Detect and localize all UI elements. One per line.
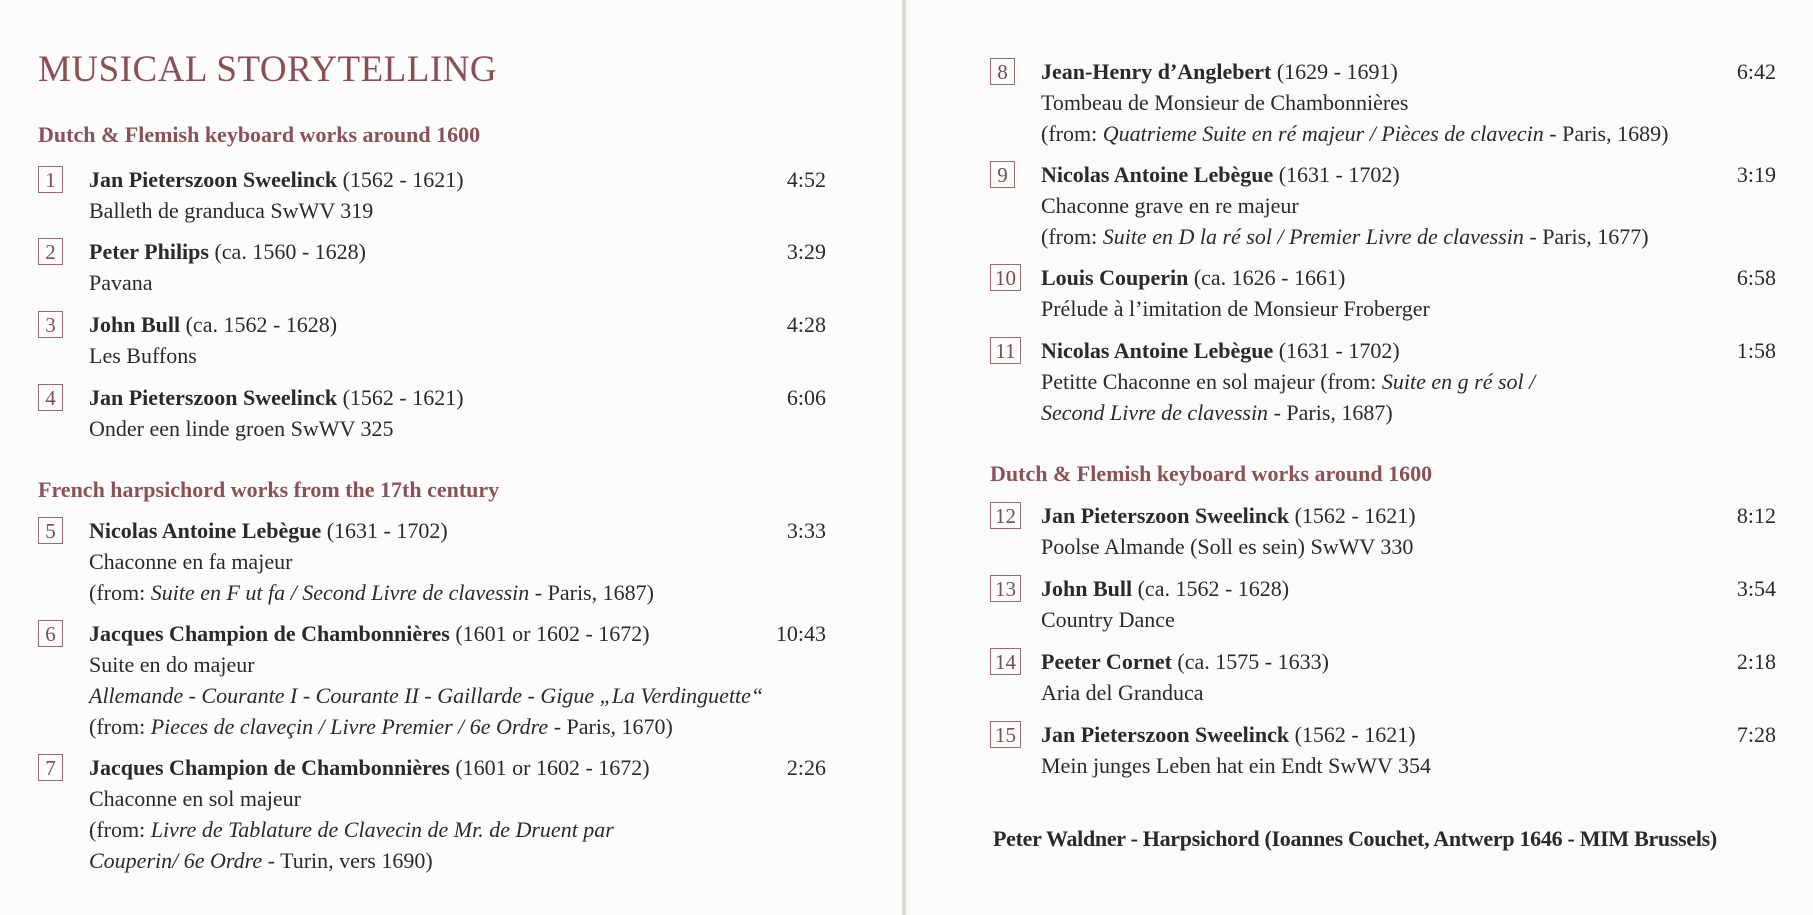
track-number: 6: [38, 620, 63, 647]
composer-name: Jan Pieterszoon Sweelinck: [1041, 503, 1290, 528]
composer-dates: (1562 - 1621): [1289, 722, 1416, 747]
section-heading-french: French harpsichord works from the 17th century: [38, 477, 500, 502]
composer-dates: (1562 - 1621): [337, 385, 464, 410]
source-suffix: - Paris, 1670): [548, 714, 673, 739]
movement-list: Allemande - Courante I - Courante II - Gaillarde - Gigue „La Verdinguette“: [89, 683, 764, 708]
track-number: 4: [38, 384, 63, 411]
work-title: Chaconne en sol majeur: [89, 786, 301, 811]
source-prefix: (from:: [1041, 121, 1103, 146]
composer-name: John Bull: [89, 312, 181, 337]
composer-dates: (1601 or 1602 - 1672): [449, 755, 650, 780]
composer-name: Jacques Champion de Chambonnières: [89, 621, 450, 646]
track-number: 9: [990, 161, 1015, 188]
source-suffix: - Paris, 1687): [1268, 400, 1393, 425]
work-title: Poolse Almande (Soll es sein) SwWV 330: [1041, 534, 1414, 559]
source-title: Suite en D la ré sol / Premier Livre de clavessin: [1102, 224, 1524, 249]
track-duration: 1:58: [1736, 338, 1776, 363]
work-title: Tombeau de Monsieur de Chambonnières: [1041, 90, 1409, 115]
track-duration: 3:54: [1736, 576, 1776, 601]
track-number: 12: [990, 502, 1021, 529]
source-suffix: - Paris, 1687): [529, 580, 654, 605]
track-duration: 6:42: [1736, 59, 1776, 84]
work-title: Balleth de granduca SwWV 319: [89, 198, 374, 223]
track-number: 2: [38, 238, 63, 265]
source-prefix: (from:: [89, 580, 151, 605]
track-number: 3: [38, 311, 63, 338]
section-heading-dutch-flemish-2: Dutch & Flemish keyboard works around 1600: [990, 461, 1433, 486]
track-duration: 3:33: [786, 518, 826, 543]
track-duration: 6:06: [786, 385, 826, 410]
work-title: Suite en do majeur: [89, 652, 255, 677]
composer-name: Nicolas Antoine Lebègue: [1041, 162, 1274, 187]
track-number: 14: [990, 648, 1021, 675]
work-title: Country Dance: [1041, 607, 1175, 632]
work-title: Les Buffons: [89, 343, 197, 368]
work-source: [1041, 118, 1668, 149]
track-duration: 3:29: [786, 239, 826, 264]
work-title: Chaconne grave en re majeur: [1041, 193, 1299, 218]
work-source: [89, 577, 654, 608]
composer-dates: (1631 - 1702): [1273, 338, 1400, 363]
source-prefix: (from:: [1041, 224, 1103, 249]
composer-dates: (1601 or 1602 - 1672): [449, 621, 650, 646]
track-duration: 2:18: [1736, 649, 1776, 674]
track-number: 13: [990, 575, 1021, 602]
source-suffix: - Paris, 1677): [1523, 224, 1649, 249]
composer-dates: (1562 - 1621): [337, 167, 464, 192]
composer-name: Jean-Henry d’Anglebert: [1041, 59, 1272, 84]
composer-dates: (ca. 1562 - 1628): [1132, 576, 1290, 601]
source-prefix: (from:: [89, 714, 151, 739]
source-suffix: - Paris, 1689): [1543, 121, 1669, 146]
composer-dates: (1631 - 1702): [1273, 162, 1400, 187]
composer-name: Jan Pieterszoon Sweelinck: [1041, 722, 1290, 747]
composer-name: Peeter Cornet: [1041, 649, 1172, 674]
track-number: 11: [990, 337, 1021, 364]
composer-name: Jacques Champion de Chambonnières: [89, 755, 450, 780]
track-duration: 8:12: [1736, 503, 1776, 528]
composer-dates: (1631 - 1702): [321, 518, 448, 543]
work-title: Aria del Granduca: [1041, 680, 1204, 705]
source-title-cont: Couperin/ 6e Ordre: [89, 848, 263, 873]
track-number: 15: [990, 721, 1021, 748]
composer-dates: (ca. 1575 - 1633): [1171, 649, 1329, 674]
track-number: 8: [990, 58, 1015, 85]
source-title: Pieces de claveçin / Livre Premier / 6e Ordre: [150, 714, 549, 739]
performer-credit: Peter Waldner - Harpsichord (Ioannes Couchet, Antwerp 1646 - MIM Brussels): [993, 826, 1717, 851]
track-duration: 7:28: [1736, 722, 1776, 747]
composer-dates: (ca. 1560 - 1628): [208, 239, 366, 264]
composer-dates: (ca. 1562 - 1628): [180, 312, 338, 337]
section-heading-dutch-flemish: Dutch & Flemish keyboard works around 1600: [38, 122, 481, 147]
track-number: 10: [990, 264, 1021, 291]
source-title: Quatrieme Suite en ré majeur / Pièces de clavecin: [1102, 121, 1544, 146]
composer-dates: (ca. 1626 - 1661): [1188, 265, 1346, 290]
work-source: [1041, 221, 1649, 252]
work-source: [89, 711, 763, 742]
track-duration: 2:26: [786, 755, 826, 780]
work-title: Chaconne en fa majeur: [89, 549, 293, 574]
source-title: Suite en g ré sol /: [1381, 369, 1536, 394]
composer-name: Louis Couperin: [1041, 265, 1189, 290]
work-title: Mein junges Leben hat ein Endt SwWV 354: [1041, 753, 1432, 778]
work-source-cont: [89, 845, 650, 876]
source-suffix: - Turin, vers 1690): [262, 848, 433, 873]
composer-name: Jan Pieterszoon Sweelinck: [89, 385, 338, 410]
track-number: 5: [38, 517, 63, 544]
composer-dates: (1562 - 1621): [1289, 503, 1416, 528]
page-title: MUSICAL STORYTELLING: [38, 49, 498, 90]
work-title: [1041, 366, 1535, 397]
composer-name: Jan Pieterszoon Sweelinck: [89, 167, 338, 192]
work-title-text: Petitte Chaconne en sol majeur (from:: [1041, 369, 1382, 394]
composer-name: Nicolas Antoine Lebègue: [89, 518, 322, 543]
source-prefix: (from:: [89, 817, 151, 842]
track-duration: 10:43: [775, 621, 826, 646]
work-title: Prélude à l’imitation de Monsieur Froberger: [1041, 296, 1430, 321]
composer-name: Peter Philips: [89, 239, 209, 264]
track-duration: 4:52: [786, 167, 826, 192]
source-title: Livre de Tablature de Clavecin de Mr. de Druent par: [150, 817, 614, 842]
track-number: 7: [38, 754, 63, 781]
track-duration: 3:19: [1736, 162, 1776, 187]
track-duration: 4:28: [786, 312, 826, 337]
composer-name: John Bull: [1041, 576, 1133, 601]
track-duration: 6:58: [1736, 265, 1776, 290]
track-number: 1: [38, 166, 63, 193]
source-title: Suite en F ut fa / Second Livre de clavessin: [150, 580, 530, 605]
booklet-spine: [902, 0, 906, 915]
source-title-cont: Second Livre de clavessin: [1041, 400, 1269, 425]
composer-name: Nicolas Antoine Lebègue: [1041, 338, 1274, 363]
work-title: Pavana: [89, 270, 153, 295]
work-title: Onder een linde groen SwWV 325: [89, 416, 394, 441]
work-source: [1041, 397, 1535, 428]
work-source: [89, 814, 650, 845]
composer-dates: (1629 - 1691): [1271, 59, 1398, 84]
